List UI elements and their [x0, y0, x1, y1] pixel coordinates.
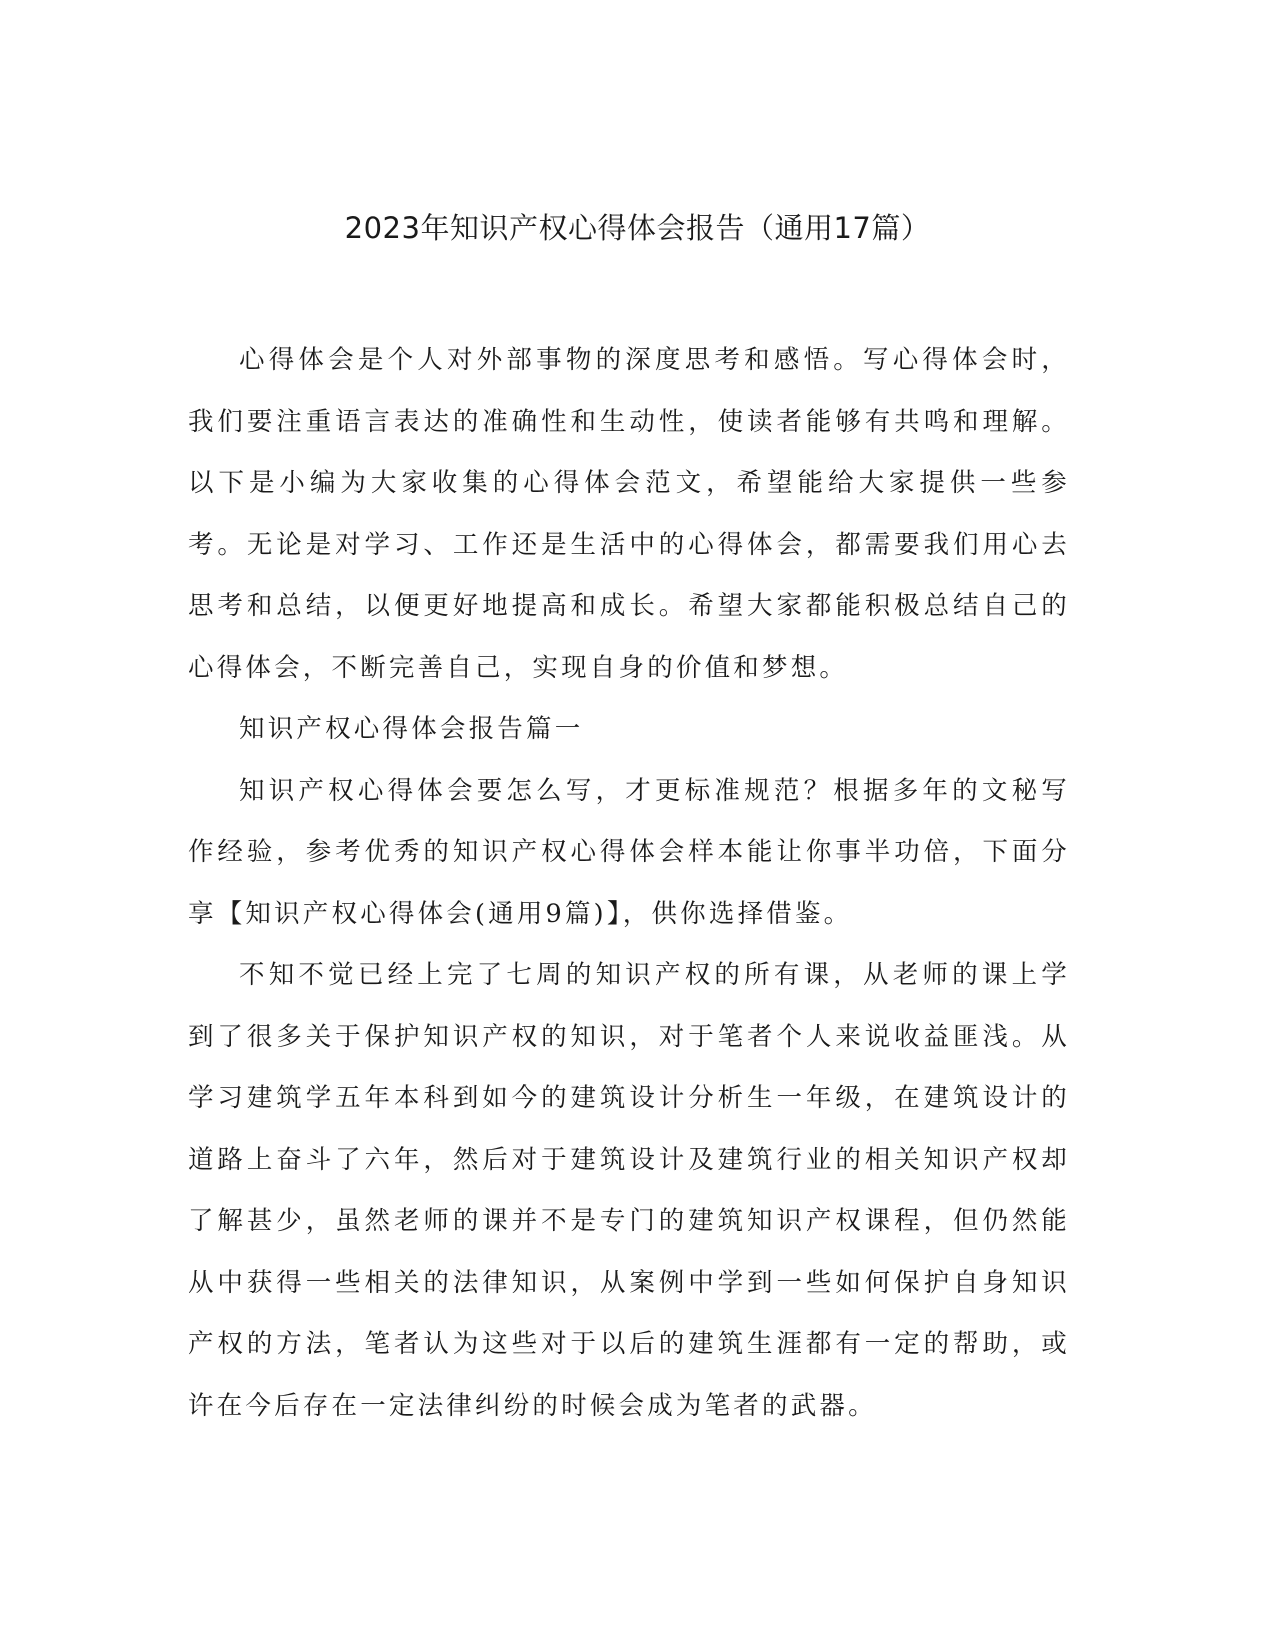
body-paragraph: 不知不觉已经上完了七周的知识产权的所有课，从老师的课上学到了很多关于保护知识产权的知识，对于笔者个人来说收益匪浅。从学习建筑学五年本科到如今的建筑设计分析生一年级，在建筑设计的道路上奋斗了六年，然后对于建筑设计及建筑行业的相关知识产权却了解甚少，虽然老师的课并不是专门的建筑知识产权课程，但仍然能从中获得一些相关的法律知识，从案例中学到一些如何保护自身知识产权的方法，笔者认为这些对于以后的建筑生涯都有一定的帮助，或许在今后存在一定法律纠纷的时候会成为笔者的武器。 [188, 960, 1070, 1421]
body-paragraph: 知识产权心得体会要怎么写，才更标准规范？根据多年的文秘写作经验，参考优秀的知识产权心得体会样本能让你事半功倍，下面分享【知识产权心得体会(通用9篇)】，供你选择借鉴。 [188, 775, 1070, 929]
document-body [188, 330, 1070, 1437]
document-title: 2023年知识产权心得体会报告（通用17篇） [344, 211, 931, 245]
section-heading: 知识产权心得体会报告篇一 [239, 714, 584, 744]
intro-paragraph: 心得体会是个人对外部事物的深度思考和感悟。写心得体会时，我们要注重语言表达的准确性和生动性，使读者能够有共鸣和理解。以下是小编为大家收集的心得体会范文，希望能给大家提供一些参考。无论是对学习、工作还是生活中的心得体会，都需要我们用心去思考和总结，以便更好地提高和成长。希望大家都能积极总结自己的心得体会，不断完善自己，实现自身的价值和梦想。 [188, 345, 1070, 683]
